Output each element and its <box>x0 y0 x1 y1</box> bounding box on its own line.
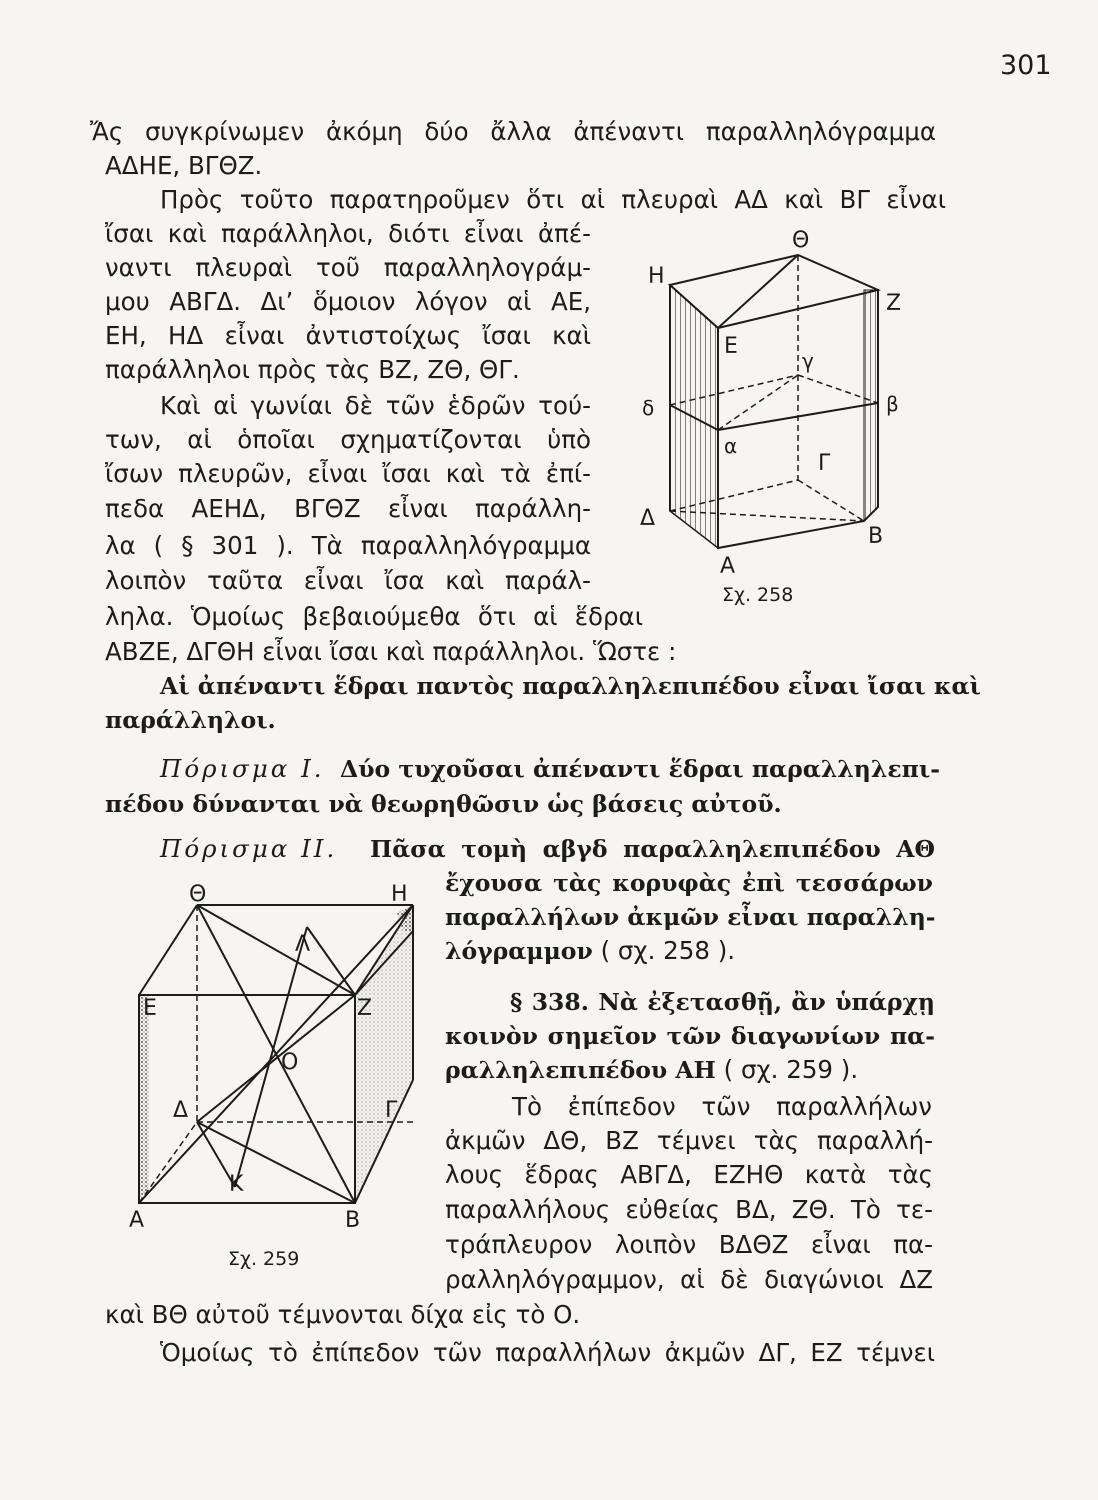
page-number: 301 <box>1000 50 1052 81</box>
text-line: Ἄς συγκρίνωμεν ἀκόμη δύο ἄλλα ἀπέναντι παραλληλόγραμμα <box>90 117 936 146</box>
fig258-label-delta-small: δ <box>642 396 655 420</box>
fig258-label-alpha: Α <box>720 554 736 579</box>
fig259-label-omicron: Ο <box>281 1050 299 1075</box>
fig259-label-delta: Δ <box>173 1098 189 1123</box>
fig258-label-alpha-small: α <box>724 434 738 458</box>
corollary-line: ἔχουσα τὰς κορυφὰς ἐπὶ τεσσάρων <box>445 869 933 897</box>
fig259-label-zeta: Ζ <box>357 996 373 1021</box>
theorem-line: Αἱ ἀπέναντι ἕδραι παντὸς παραλληλεπιπέδου εἶναι ἴσαι καὶ <box>160 672 981 700</box>
text-line: μου ΑΒΓΔ. Δι’ ὅμοιον λόγον αἱ ΑΕ, <box>105 287 591 316</box>
fig258-label-gamma-small: γ <box>802 349 814 373</box>
text-line: παράλληλοι πρὸς τὰς ΒΖ, ΖΘ, ΘΓ. <box>105 355 520 384</box>
text-line: παραλλήλους εὐθείας ΒΔ, ΖΘ. Τὸ τε- <box>445 1195 933 1224</box>
section-heading: κοινὸν σημεῖον τῶν διαγωνίων πα- <box>445 1022 935 1050</box>
text-line: τράπλευρον λοιπὸν ΒΔΘΖ εἶναι πα- <box>445 1230 933 1259</box>
section-heading: ραλληλεπιπέδου ΑΗ <box>445 1056 716 1084</box>
fig258-label-eta: Η <box>648 264 665 289</box>
corollary-line: Πᾶσα τομὴ αβγδ παραλληλεπιπέδου ΑΘ <box>370 835 935 863</box>
text-line: λοιπὸν ταῦτα εἶναι ἴσα καὶ παράλ- <box>105 566 591 595</box>
section-heading: § 338. Νὰ ἐξετασθῇ, ἂν ὑπάρχῃ <box>510 988 935 1016</box>
text-line: ἀκμῶν ΔΘ, ΒΖ τέμνει τὰς παραλλή- <box>445 1126 933 1155</box>
text-line: ἴσαι καὶ παράλληλοι, διότι εἶναι ἀπέ- <box>105 219 591 248</box>
text-line: των, αἱ ὁποῖαι σχηματίζονται ὑπὸ <box>105 425 591 454</box>
fig259-label-alpha: Α <box>129 1208 145 1233</box>
fig258-label-zeta: Ζ <box>886 291 902 316</box>
figure-258-caption: Σχ. 258 <box>722 584 794 606</box>
fig259-label-theta: Θ <box>189 882 207 907</box>
text-line: λα ( § 301 ). Τὰ παραλληλόγραμμα <box>105 531 591 560</box>
fig258-label-theta: Θ <box>792 228 810 253</box>
fig259-label-epsilon: Ε <box>143 996 157 1021</box>
corollary-line: πέδου δύνανται νὰ θεωρηθῶσιν ὡς βάσεις αὐτοῦ. <box>105 790 782 818</box>
fig258-label-beta: Β <box>868 524 884 549</box>
text-line: Πρὸς τοῦτο παρατηροῦμεν ὅτι αἱ πλευραὶ ΑΔ καὶ ΒΓ εἶναι <box>160 185 946 214</box>
text-line: Ὁμοίως τὸ ἐπίπεδον τῶν παραλλήλων ἀκμῶν ΔΓ, ΕΖ τέμνει <box>160 1338 935 1367</box>
figure-259 <box>125 882 425 1233</box>
figure-reference: ( σχ. 259 ). <box>723 1055 859 1084</box>
text-line: ΕΗ, ΗΔ εἶναι ἀντιστοίχως ἴσαι καὶ <box>105 321 591 350</box>
fig258-label-beta-small: β <box>886 392 899 416</box>
text-line: καὶ ΒΘ αὐτοῦ τέμνονται δίχα εἰς τὸ Ο. <box>105 1300 581 1329</box>
text-line: ἴσων πλευρῶν, εἶναι ἴσαι καὶ τὰ ἐπί- <box>105 459 591 488</box>
fig259-label-gamma: Γ <box>385 1098 398 1123</box>
text-line: Τὸ ἐπίπεδον τῶν παραλλήλων <box>512 1092 932 1121</box>
text-line: Καὶ αἱ γωνίαι δὲ τῶν ἑδρῶν τού- <box>160 391 591 420</box>
text-line: λους ἕδρας ΑΒΓΔ, ΕΖΗΘ κατὰ τὰς <box>445 1160 933 1189</box>
fig259-label-eta: Η <box>391 882 408 907</box>
fig258-label-gamma: Γ <box>818 451 831 476</box>
fig259-label-kappa: Κ <box>229 1172 244 1197</box>
fig258-label-delta: Δ <box>640 506 656 531</box>
corollary-label: Πόρισμα II. <box>160 834 338 863</box>
text-line: ΑΔΗΕ, ΒΓΘΖ. <box>105 151 263 180</box>
text-line: ναντι πλευραὶ τοῦ παραλληλογράμ- <box>105 253 591 282</box>
fig259-label-beta: Β <box>345 1208 361 1233</box>
corollary-line: Δύο τυχοῦσαι ἀπέναντι ἕδραι παραλληλεπι- <box>340 755 940 783</box>
figure-reference: ( σχ. 258 ). <box>600 936 736 965</box>
corollary-line: παραλλήλων ἀκμῶν εἶναι παραλλη- <box>445 903 936 931</box>
figure-258 <box>620 225 950 595</box>
corollary-label: Πόρισμα I. <box>160 754 325 783</box>
figure-259-caption: Σχ. 259 <box>228 1248 300 1270</box>
text-line: ληλα. Ὁμοίως βεβαιούμεθα ὅτι αἱ ἕδραι <box>105 602 643 631</box>
fig258-label-epsilon: Ε <box>724 334 738 359</box>
text-line: ΑΒΖΕ, ΔΓΘΗ εἶναι ἴσαι καὶ παράλληλοι. Ὥστε : <box>105 637 677 666</box>
text-line: ραλληλόγραμμον, αἱ δὲ διαγώνιοι ΔΖ <box>445 1265 933 1294</box>
fig259-label-lambda: Λ <box>295 932 311 957</box>
theorem-line: παράλληλοι. <box>105 706 276 734</box>
corollary-line: λόγραμμον <box>445 937 593 965</box>
text-line: πεδα ΑΕΗΔ, ΒΓΘΖ εἶναι παράλλη- <box>105 494 591 523</box>
